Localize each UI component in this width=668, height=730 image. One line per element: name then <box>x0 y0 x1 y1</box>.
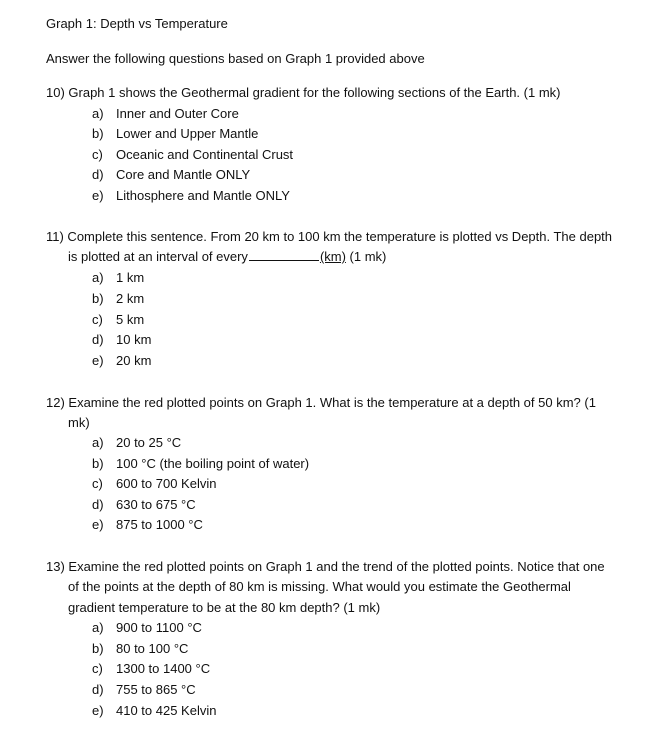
q13-option-d: d) 755 to 865 °C <box>92 682 196 697</box>
q12-option-e: e) 875 to 1000 °C <box>92 517 203 532</box>
q12-option-a: a) 20 to 25 °C <box>92 435 182 450</box>
question-11-text-line2: is plotted at an interval of every (km) (1 mk) <box>68 249 387 264</box>
q10-option-a: a) Inner and Outer Core <box>92 106 239 121</box>
q11-option-d: d) 10 km <box>92 332 152 347</box>
q13-option-c: c) 1300 to 1400 °C <box>92 661 211 676</box>
question-12-text-line2: mk) <box>68 415 90 430</box>
question-12-text: 12) Examine the red plotted points on Graph 1. What is the temperature at a depth of 50 km? (1 <box>46 395 596 410</box>
instructions: Answer the following questions based on Graph 1 provided above <box>46 51 425 66</box>
question-10-text: 10) Graph 1 shows the Geothermal gradient for the following sections of the Earth. (1 mk) <box>46 85 561 100</box>
q13-option-a: a) 900 to 1100 °C <box>92 620 202 635</box>
answer-blank <box>249 249 319 261</box>
question-13-text: 13) Examine the red plotted points on Graph 1 and the trend of the plotted points. Notice that one <box>46 559 605 574</box>
q11-option-e: e) 20 km <box>92 353 152 368</box>
q12-option-b: b) 100 °C (the boiling point of water) <box>92 456 310 471</box>
question-13-text-line2: of the points at the depth of 80 km is missing. What would you estimate the Geothermal <box>68 579 571 594</box>
q10-option-d: d) Core and Mantle ONLY <box>92 167 251 182</box>
q10-option-b: b) Lower and Upper Mantle <box>92 126 259 141</box>
question-11-text: 11) Complete this sentence. From 20 km to 100 km the temperature is plotted vs Depth. The depth <box>46 229 613 244</box>
q12-option-d: d) 630 to 675 °C <box>92 497 196 512</box>
q13-option-e: e) 410 to 425 Kelvin <box>92 703 217 718</box>
q11-option-a: a) 1 km <box>92 270 145 285</box>
q11-option-b: b) 2 km <box>92 291 145 306</box>
q11-option-c: c) 5 km <box>92 312 145 327</box>
q10-option-e: e) Lithosphere and Mantle ONLY <box>92 188 290 203</box>
page-title: Graph 1: Depth vs Temperature <box>46 16 228 31</box>
question-13-text-line3: gradient temperature to be at the 80 km depth? (1 mk) <box>68 600 381 615</box>
q12-option-c: c) 600 to 700 Kelvin <box>92 476 217 491</box>
q10-option-c: c) Oceanic and Continental Crust <box>92 147 294 162</box>
q13-option-b: b) 80 to 100 °C <box>92 641 189 656</box>
